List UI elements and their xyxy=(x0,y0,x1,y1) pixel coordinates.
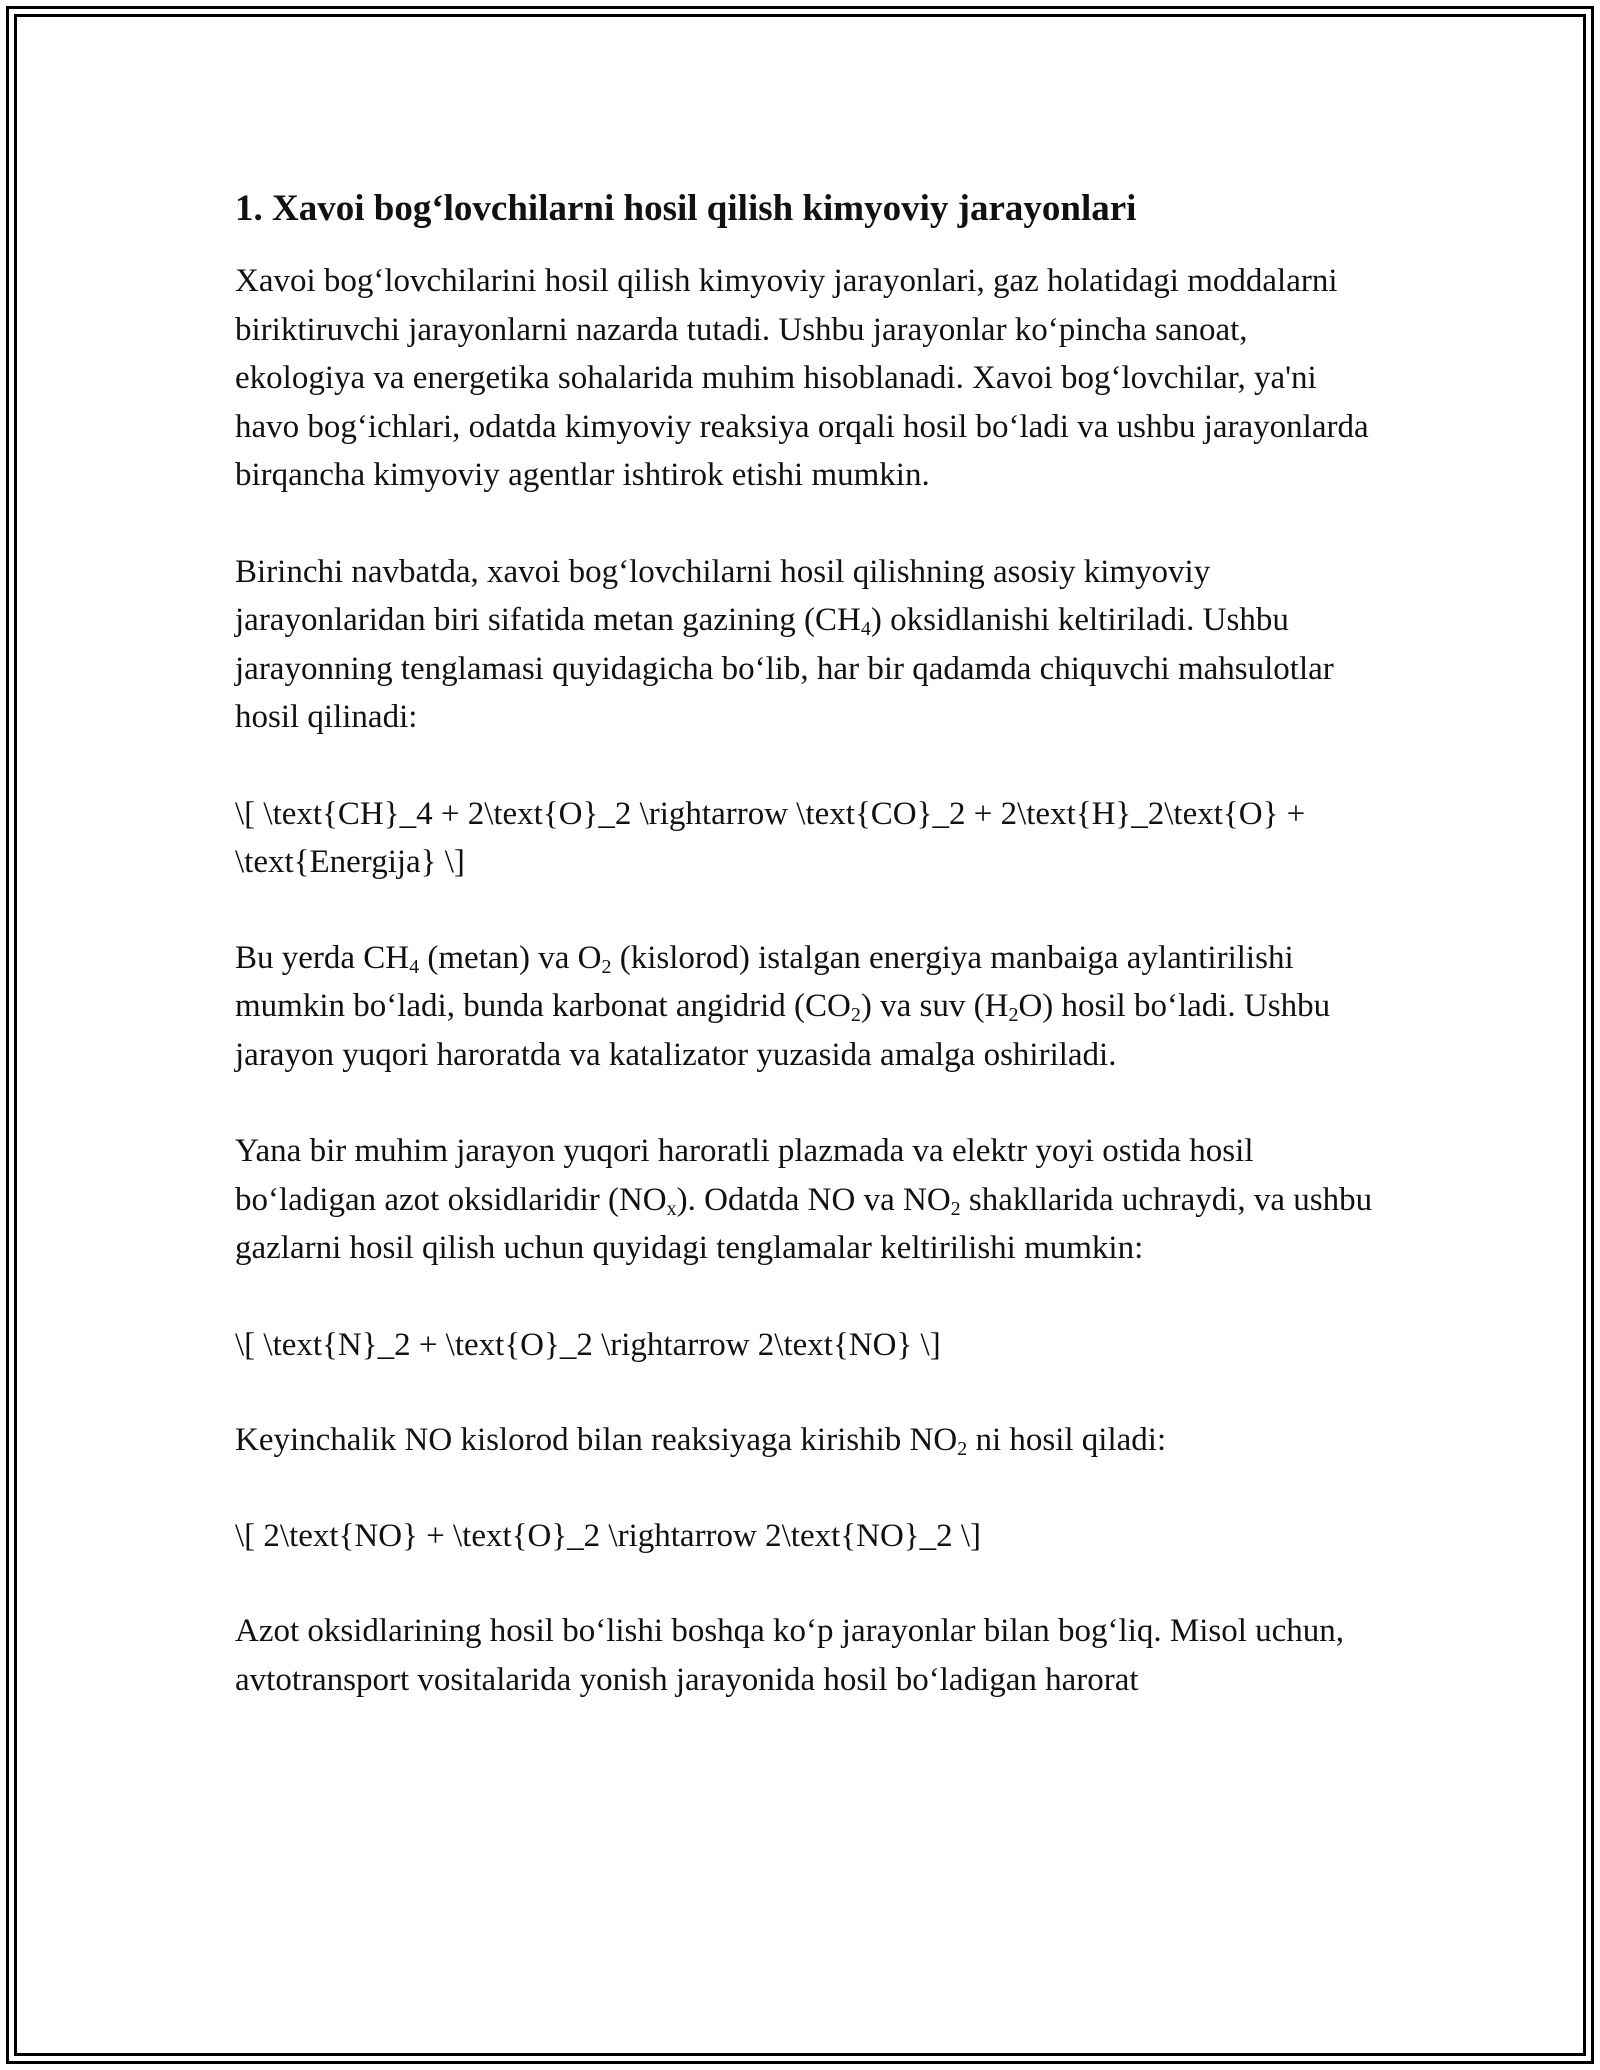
text-run: Yana bir muhim jarayon yuqori haroratli plazmada va elektr yoyi ostida hosil bo‘ladigan azot oksidlaridir (NO xyxy=(235,1133,1254,1218)
text-run: shakllarida uchraydi, va ushbu gazlarni hosil qilish uchun quyidagi tenglamalar keltirilishi mumkin: xyxy=(235,1181,1373,1266)
text-run: (kislorod) istalgan energiya manbaiga aylantirilishi mumkin bo‘ladi, bunda karbonat angidrid (CO xyxy=(235,939,1294,1024)
text-run: O) hosil bo‘ladi. Ushbu jarayon yuqori haroratda va katalizator yuzasida amalga oshiriladi. xyxy=(235,988,1331,1073)
paragraph-nitrogen-oxides xyxy=(235,1127,1385,1273)
paragraph-methane-explanation xyxy=(235,934,1385,1080)
text-run: (metan) va O xyxy=(419,939,602,976)
text-run: ). Odatda NO va NO xyxy=(676,1181,951,1218)
equation-no-oxidation: \[ 2\text{NO} + \text{O}_2 \rightarrow 2\text{NO}_2 \] xyxy=(235,1517,982,1554)
subscript: x xyxy=(666,1197,677,1220)
subscript: 2 xyxy=(950,1197,961,1220)
equation-methane-combustion: \[ \text{CH}_4 + 2\text{O}_2 \rightarrow \text{CO}_2 + 2\text{H}_2\text{O} + \text{Energija} \] xyxy=(235,795,1306,880)
paragraph-intro: Xavoi bog‘lovchilarini hosil qilish kimyoviy jarayonlari, gaz holatidagi moddalarni biriktiruvchi jarayonlarni nazarda tutadi. Ushbu jarayonlar ko‘pincha sanoat, ekologiya va energetika sohalarida muhim hisoblanadi. Xavoi bog‘lovchilar, ya'ni havo bog‘ichlari, odatda kimyoviy reaksiya orqali hosil bo‘ladi va ushbu jarayonlarda birqancha kimyoviy agentlar ishtirok etishi mumkin. xyxy=(235,263,1369,493)
subscript: 2 xyxy=(957,1438,968,1460)
subscript: 4 xyxy=(860,618,871,640)
subscript: 2 xyxy=(1008,1004,1019,1026)
equation-nitrogen-oxidation: \[ \text{N}_2 + \text{O}_2 \rightarrow 2\text{NO} \] xyxy=(235,1326,941,1363)
text-run: Bu yerda CH xyxy=(235,939,410,976)
paragraph-closing: Azot oksidlarining hosil bo‘lishi boshqa ko‘p jarayonlar bilan bog‘liq. Misol uchun, avtotransport vositalarida yonish jarayonida hosil bo‘ladigan harorat xyxy=(235,1613,1345,1698)
subscript: 4 xyxy=(409,955,420,978)
subscript: 2 xyxy=(850,1004,861,1026)
text-run: Birinchi navbatda, xavoi bog‘lovchilarni hosil qilishning asosiy kimyoviy jarayonlaridan biri sifatida metan gazining (CH xyxy=(235,553,1211,638)
subscript: 2 xyxy=(601,955,612,978)
document-body xyxy=(235,185,1385,1752)
text-run: ) oksidlanishi keltiriladi. Ushbu jarayonning tenglamasi quyidagicha bo‘lib, har bir qadamda chiquvchi mahsulotlar hosil qilinadi: xyxy=(235,602,1334,735)
text-run: ) va suv (H xyxy=(860,988,1009,1024)
section-heading: 1. Xavoi bog‘lovchilarni hosil qilish kimyoviy jarayonlari xyxy=(235,188,1137,229)
text-run: ni hosil qiladi: xyxy=(967,1422,1167,1458)
paragraph-methane xyxy=(235,548,1385,742)
paragraph-no2-formation xyxy=(235,1416,1385,1465)
text-run: Keyinchalik NO kislorod bilan reaksiyaga kirishib NO xyxy=(235,1422,958,1458)
